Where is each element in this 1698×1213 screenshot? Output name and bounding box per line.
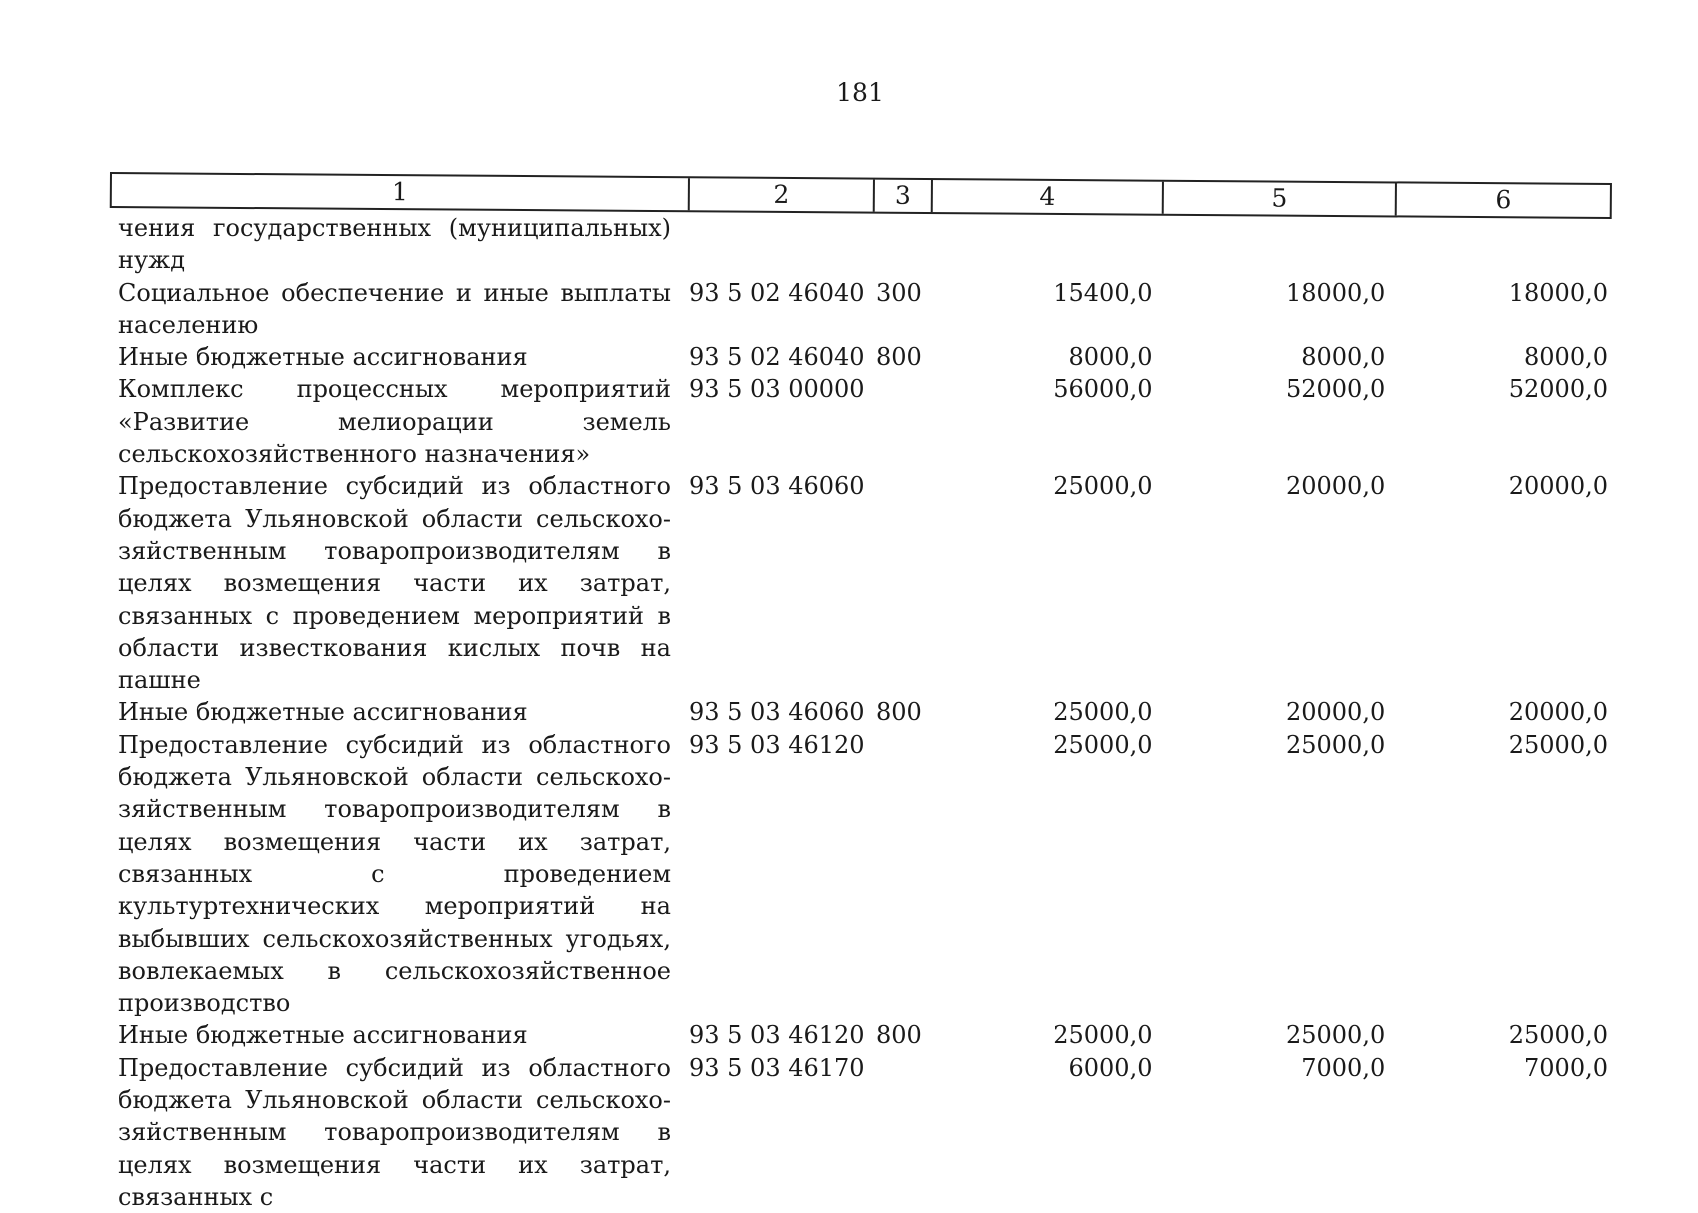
row-value-col4: 25000,0	[1053, 730, 1153, 759]
row-value-col5: 7000,0	[1301, 1053, 1386, 1082]
row-value-col5	[1152, 212, 1385, 277]
row-name: Иные бюджетные ассигнования	[118, 698, 528, 727]
row-name: Предоставление субсидий из областного бюджета Ульяновской области сельскохозяйственным товаропроизводителям в целях возмещения части их затрат, связанных с	[118, 1053, 671, 1211]
row-expense-type: 300	[876, 278, 922, 307]
column-header-5: 5	[1164, 182, 1397, 216]
row-value-col6: 20000,0	[1508, 472, 1608, 501]
row-value-col6: 25000,0	[1508, 730, 1608, 759]
row-name: чения государственных (муниципальных) нужд	[118, 214, 671, 275]
table-row	[118, 729, 1608, 1020]
table-row	[118, 696, 1608, 728]
row-code: 93 5 03 46170	[688, 1053, 865, 1082]
row-value-col4: 8000,0	[1068, 343, 1153, 372]
row-value-col6: 20000,0	[1508, 698, 1608, 727]
row-value-col5: 52000,0	[1285, 375, 1386, 404]
row-name: Предоставление субсидий из областного бюджета Ульяновской области сельскохозяйственным товаропроизводителям в целях возмещения части их затрат, связанных с проведением мероприятий в области известкования кислых почв на пашне	[118, 472, 671, 695]
table-row	[118, 470, 1608, 696]
row-expense-type: 800	[876, 343, 922, 372]
row-name: Иные бюджетные ассигнования	[118, 1021, 528, 1050]
row-value-col6: 25000,0	[1508, 1021, 1608, 1050]
table-row	[118, 212, 1608, 277]
row-expense-type: 800	[876, 698, 922, 727]
budget-table-body	[118, 212, 1608, 1213]
table-row	[118, 1019, 1608, 1051]
column-header-1: 1	[112, 174, 690, 210]
row-code: 93 5 03 46120	[688, 730, 865, 759]
column-header-4: 4	[933, 180, 1164, 214]
row-code	[671, 212, 868, 277]
table-row	[118, 277, 1608, 342]
row-code: 93 5 03 00000	[688, 375, 865, 404]
row-expense-type	[868, 470, 936, 696]
row-name: Комплекс процессных мероприятий «Развитие мелиорации земель сельскохозяйственного назначения»	[118, 375, 671, 469]
row-value-col5: 8000,0	[1301, 343, 1386, 372]
row-code: 93 5 02 46040	[688, 343, 865, 372]
row-code: 93 5 02 46040	[688, 278, 865, 307]
row-value-col6: 7000,0	[1524, 1053, 1608, 1082]
row-code: 93 5 03 46060	[688, 698, 865, 727]
column-header-3: 3	[875, 180, 933, 212]
row-value-col4: 56000,0	[1053, 375, 1153, 404]
row-value-col4: 25000,0	[1053, 472, 1153, 501]
row-expense-type: 800	[876, 1021, 922, 1050]
row-expense-type	[868, 729, 936, 1020]
row-name: Социальное обеспечение и иные выплаты населению	[118, 278, 671, 339]
row-value-col4: 15400,0	[1053, 278, 1153, 307]
row-value-col4	[936, 212, 1153, 277]
row-value-col6: 18000,0	[1508, 278, 1608, 307]
row-name: Предоставление субсидий из областного бюджета Ульяновской области сельскохозяйственным товаропроизводителям в целях возмещения части их затрат, связанных с проведением культуртехнических мероприятий на выбывших сельскохозяйственных угодьях, вовлекаемых в сельскохозяйственное производство	[118, 730, 671, 1018]
row-value-col5: 20000,0	[1285, 698, 1386, 727]
row-code: 93 5 03 46060	[688, 472, 865, 501]
row-value-col5: 20000,0	[1285, 472, 1386, 501]
row-expense-type	[868, 212, 936, 277]
table-row	[118, 373, 1608, 470]
row-value-col5: 18000,0	[1285, 278, 1386, 307]
row-code: 93 5 03 46120	[688, 1021, 865, 1050]
row-value-col5: 25000,0	[1285, 730, 1386, 759]
row-value-col6	[1385, 212, 1608, 277]
row-value-col4: 25000,0	[1053, 1021, 1153, 1050]
row-value-col6: 8000,0	[1524, 343, 1608, 372]
row-name: Иные бюджетные ассигнования	[118, 343, 528, 372]
column-header-2: 2	[690, 178, 875, 211]
page-number: 181	[836, 78, 884, 107]
row-value-col6: 52000,0	[1508, 375, 1608, 404]
row-expense-type	[868, 373, 936, 470]
column-header-6: 6	[1495, 185, 1512, 215]
table-row	[118, 341, 1608, 373]
row-value-col5: 25000,0	[1285, 1021, 1386, 1050]
row-value-col4: 6000,0	[1068, 1053, 1153, 1082]
table-row	[118, 1052, 1608, 1213]
row-value-col4: 25000,0	[1053, 698, 1153, 727]
row-expense-type	[868, 1052, 936, 1213]
